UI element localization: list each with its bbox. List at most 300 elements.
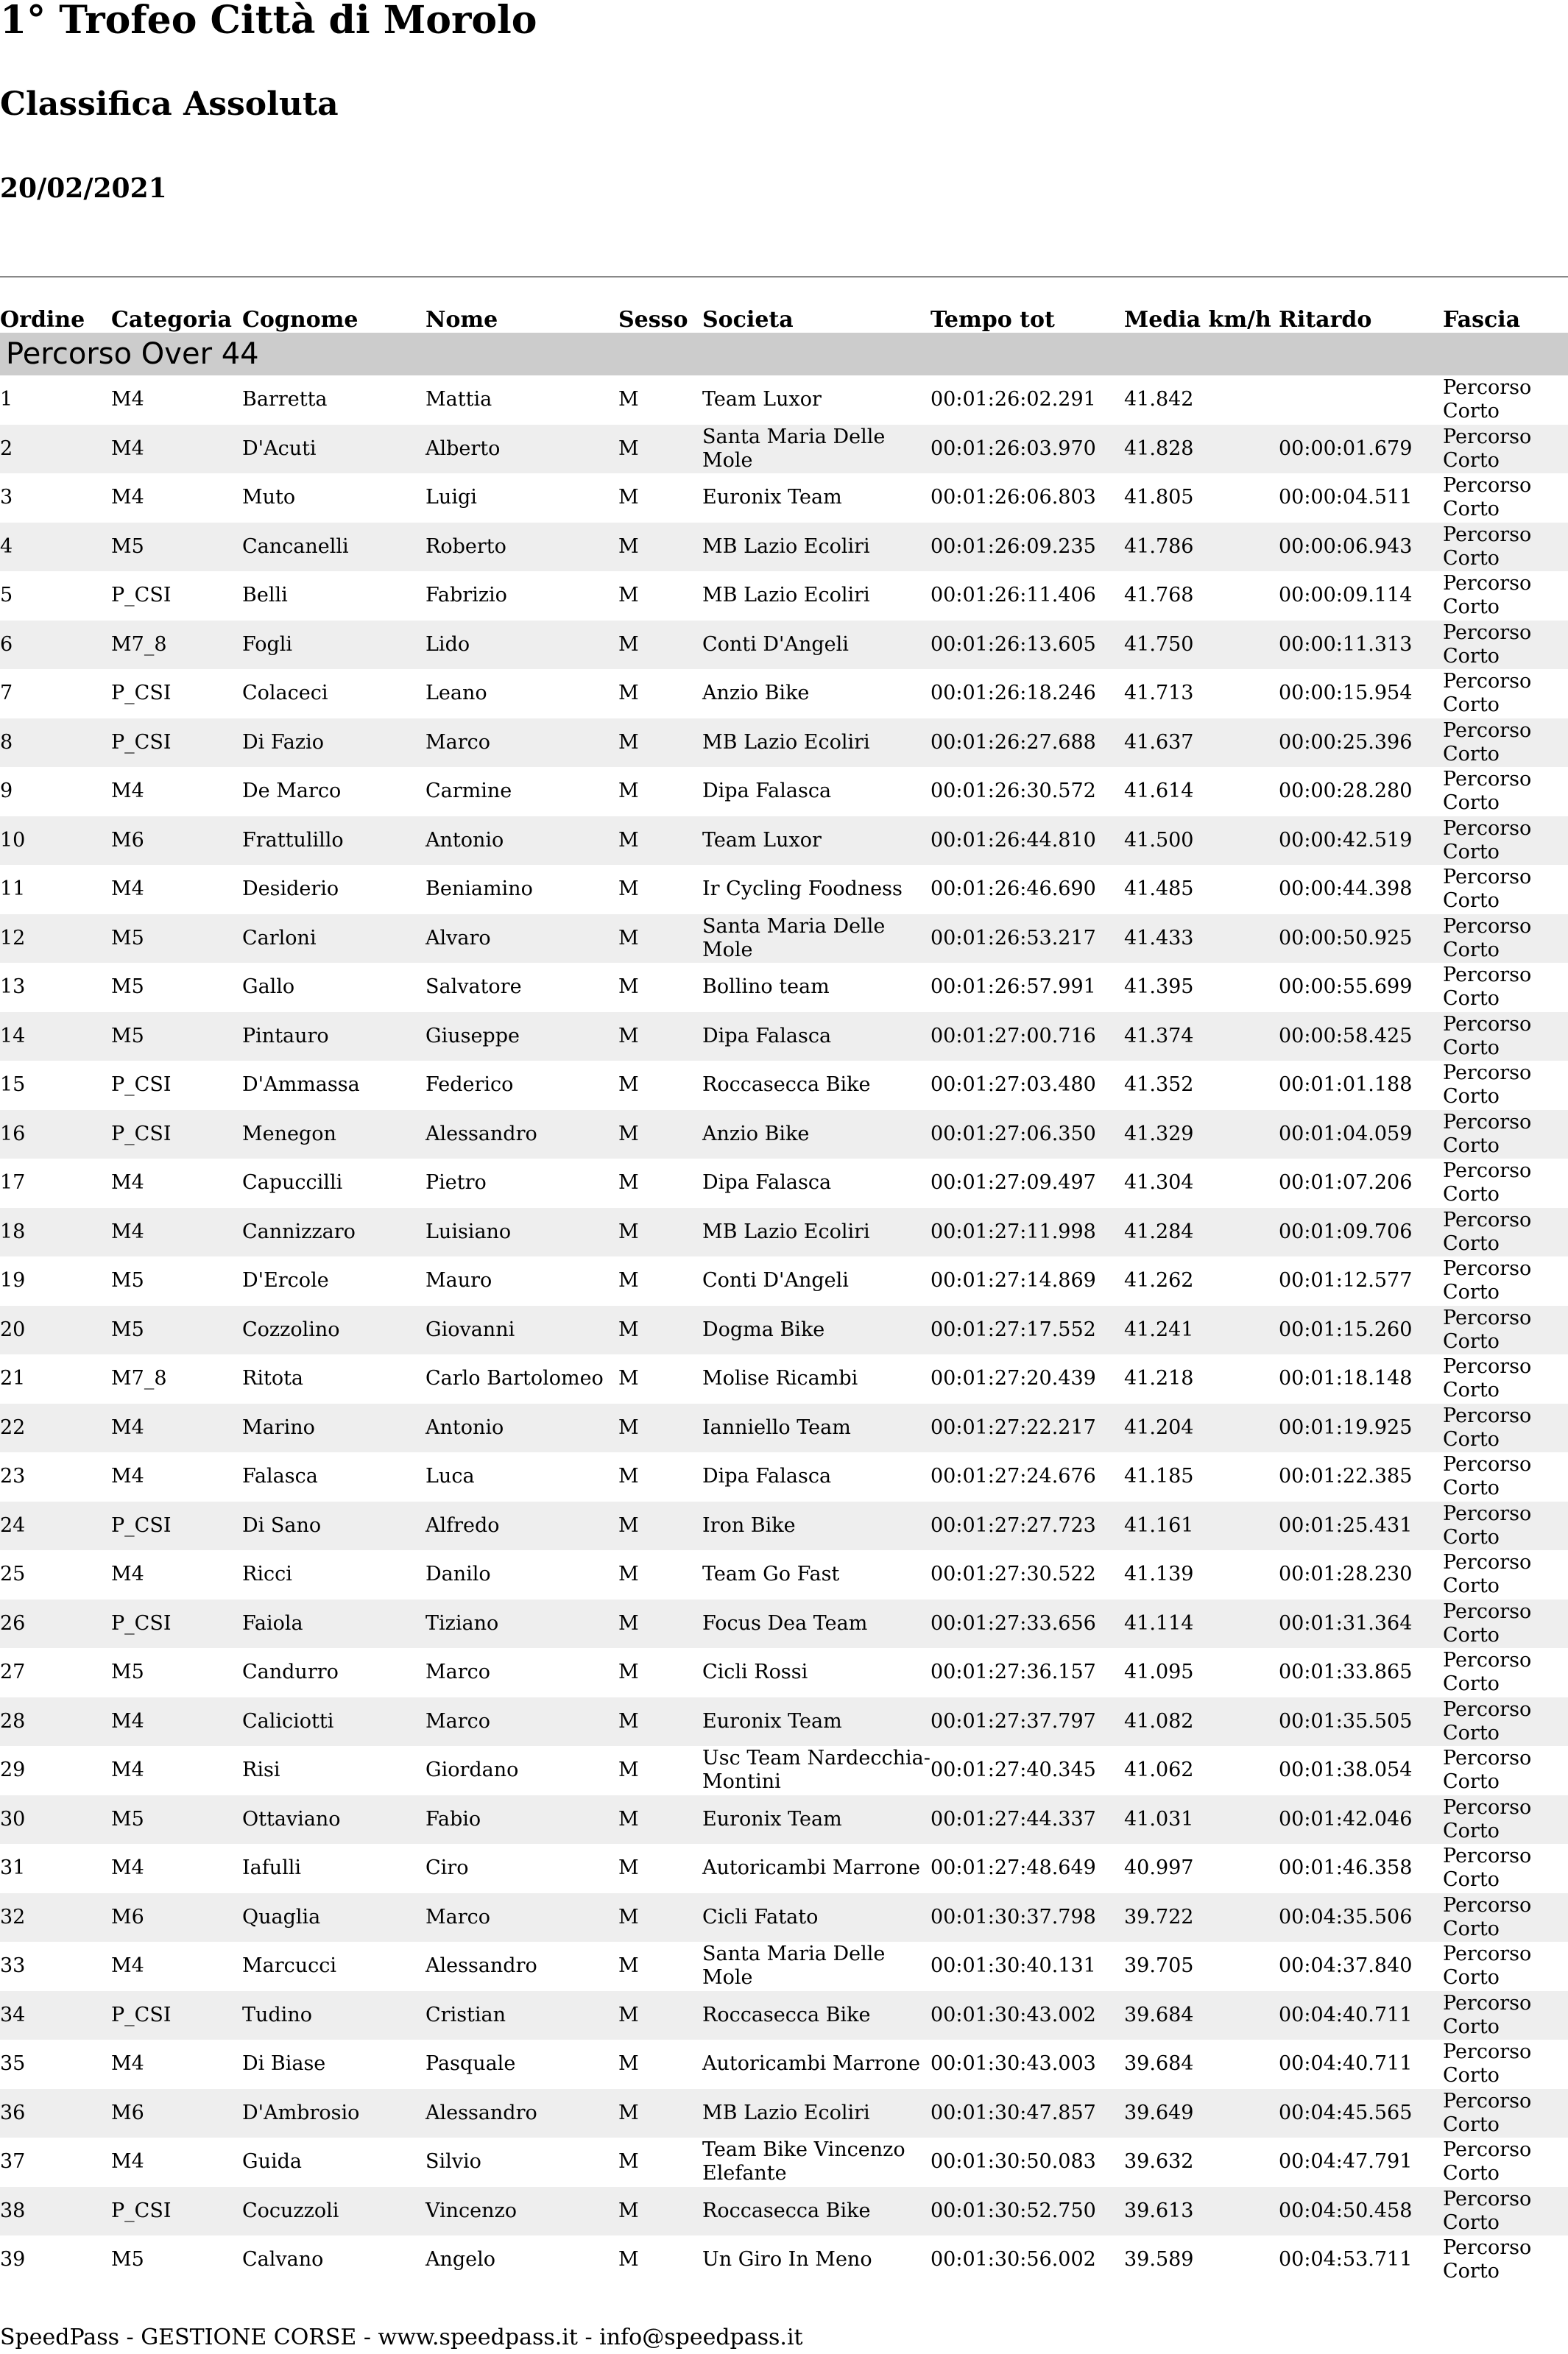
cell-ordine: 7 (0, 669, 111, 718)
cell-cognome: Faiola (242, 1600, 425, 1649)
table-row (0, 2040, 1568, 2089)
cell-media: 41.786 (1124, 523, 1279, 572)
cell-media: 39.649 (1124, 2089, 1279, 2138)
cell-sesso: M (618, 669, 702, 718)
cell-ritardo: 00:04:45.565 (1279, 2089, 1443, 2138)
table-row (0, 1844, 1568, 1893)
cell-tempo-tot: 00:01:26:27.688 (930, 718, 1124, 768)
cell-ordine: 22 (0, 1404, 111, 1453)
cell-ordine: 19 (0, 1256, 111, 1306)
cell-fascia: Percorso Corto (1443, 2089, 1568, 2138)
cell-media: 41.329 (1124, 1110, 1279, 1159)
cell-ritardo: 00:01:42.046 (1279, 1795, 1443, 1845)
cell-tempo-tot: 00:01:26:44.810 (930, 816, 1124, 866)
cell-media: 39.684 (1124, 1991, 1279, 2040)
column-header-nome: Nome (425, 307, 498, 333)
cell-cognome: Risi (242, 1746, 425, 1795)
cell-societa: Dipa Falasca (702, 1159, 930, 1208)
table-row (0, 718, 1568, 768)
cell-sesso: M (618, 2040, 702, 2089)
cell-ordine: 38 (0, 2187, 111, 2236)
cell-fascia: Percorso Corto (1443, 621, 1568, 670)
table-row (0, 816, 1568, 866)
cell-nome: Lido (425, 621, 618, 670)
cell-tempo-tot: 00:01:27:00.716 (930, 1012, 1124, 1061)
cell-sesso: M (618, 1061, 702, 1110)
cell-sesso: M (618, 1746, 702, 1795)
cell-categoria: M4 (111, 375, 242, 425)
cell-media: 41.352 (1124, 1061, 1279, 1110)
cell-ritardo: 00:01:38.054 (1279, 1746, 1443, 1795)
cell-sesso: M (618, 1354, 702, 1404)
cell-tempo-tot: 00:01:27:06.350 (930, 1110, 1124, 1159)
results-body (0, 333, 1568, 2285)
cell-nome: Alfredo (425, 1502, 618, 1551)
cell-fascia: Percorso Corto (1443, 1012, 1568, 1061)
table-row (0, 523, 1568, 572)
cell-ritardo: 00:00:06.943 (1279, 523, 1443, 572)
cell-sesso: M (618, 425, 702, 474)
cell-societa: Bollino team (702, 963, 930, 1012)
cell-categoria: M4 (111, 1159, 242, 1208)
cell-fascia: Percorso Corto (1443, 1452, 1568, 1502)
cell-ordine: 16 (0, 1110, 111, 1159)
cell-societa: MB Lazio Ecoliri (702, 523, 930, 572)
cell-categoria: M4 (111, 473, 242, 523)
cell-tempo-tot: 00:01:26:03.970 (930, 425, 1124, 474)
cell-nome: Giordano (425, 1746, 618, 1795)
cell-societa: Cicli Fatato (702, 1893, 930, 1943)
cell-fascia: Percorso Corto (1443, 1061, 1568, 1110)
cell-ordine: 8 (0, 718, 111, 768)
cell-societa: Dipa Falasca (702, 1452, 930, 1502)
cell-sesso: M (618, 2138, 702, 2187)
table-row (0, 767, 1568, 816)
cell-ordine: 3 (0, 473, 111, 523)
cell-categoria: P_CSI (111, 1600, 242, 1649)
cell-tempo-tot: 00:01:27:14.869 (930, 1256, 1124, 1306)
cell-fascia: Percorso Corto (1443, 1306, 1568, 1355)
cell-ordine: 33 (0, 1942, 111, 1991)
table-row (0, 473, 1568, 523)
cell-nome: Ciro (425, 1844, 618, 1893)
cell-cognome: Ritota (242, 1354, 425, 1404)
cell-sesso: M (618, 1648, 702, 1697)
cell-ritardo: 00:01:33.865 (1279, 1648, 1443, 1697)
cell-nome: Mattia (425, 375, 618, 425)
cell-ordine: 26 (0, 1600, 111, 1649)
cell-fascia: Percorso Corto (1443, 1208, 1568, 1257)
cell-cognome: Carloni (242, 914, 425, 964)
cell-nome: Alessandro (425, 2089, 618, 2138)
cell-categoria: M6 (111, 816, 242, 866)
cell-fascia: Percorso Corto (1443, 1110, 1568, 1159)
cell-media: 41.805 (1124, 473, 1279, 523)
cell-ritardo: 00:04:47.791 (1279, 2138, 1443, 2187)
cell-ritardo: 00:04:37.840 (1279, 1942, 1443, 1991)
cell-ordine: 31 (0, 1844, 111, 1893)
cell-societa: Roccasecca Bike (702, 1061, 930, 1110)
cell-sesso: M (618, 2235, 702, 2285)
cell-fascia: Percorso Corto (1443, 1404, 1568, 1453)
cell-ordine: 9 (0, 767, 111, 816)
cell-ordine: 27 (0, 1648, 111, 1697)
cell-categoria: M5 (111, 523, 242, 572)
cell-ritardo: 00:00:15.954 (1279, 669, 1443, 718)
table-row (0, 1991, 1568, 2040)
cell-categoria: P_CSI (111, 1991, 242, 2040)
cell-ritardo: 00:00:04.511 (1279, 473, 1443, 523)
table-row (0, 865, 1568, 914)
cell-societa: Usc Team Nardecchia-Montini (702, 1746, 930, 1795)
cell-fascia: Percorso Corto (1443, 2138, 1568, 2187)
cell-sesso: M (618, 1600, 702, 1649)
cell-sesso: M (618, 1893, 702, 1943)
table-row (0, 1502, 1568, 1551)
cell-fascia: Percorso Corto (1443, 571, 1568, 621)
cell-ordine: 37 (0, 2138, 111, 2187)
column-header-ordine: Ordine (0, 307, 85, 333)
cell-categoria: M6 (111, 1893, 242, 1943)
cell-categoria: M4 (111, 1844, 242, 1893)
cell-nome: Leano (425, 669, 618, 718)
cell-nome: Marco (425, 718, 618, 768)
cell-cognome: Fogli (242, 621, 425, 670)
cell-ritardo: 00:01:04.059 (1279, 1110, 1443, 1159)
cell-fascia: Percorso Corto (1443, 1942, 1568, 1991)
cell-ritardo: 00:04:35.506 (1279, 1893, 1443, 1943)
footer-text: SpeedPass - GESTIONE CORSE - www.speedpass.it - info@speedpass.it (0, 2325, 803, 2350)
cell-cognome: D'Ammassa (242, 1061, 425, 1110)
cell-cognome: Marino (242, 1404, 425, 1453)
cell-sesso: M (618, 2187, 702, 2236)
column-header-tempo-tot: Tempo tot (930, 307, 1055, 333)
cell-nome: Vincenzo (425, 2187, 618, 2236)
cell-nome: Carmine (425, 767, 618, 816)
cell-fascia: Percorso Corto (1443, 767, 1568, 816)
cell-ritardo: 00:01:46.358 (1279, 1844, 1443, 1893)
cell-sesso: M (618, 1404, 702, 1453)
cell-ordine: 5 (0, 571, 111, 621)
cell-sesso: M (618, 1550, 702, 1600)
cell-nome: Angelo (425, 2235, 618, 2285)
cell-fascia: Percorso Corto (1443, 375, 1568, 425)
table-row (0, 1354, 1568, 1404)
cell-tempo-tot: 00:01:27:17.552 (930, 1306, 1124, 1355)
cell-cognome: Marcucci (242, 1942, 425, 1991)
cell-ordine: 36 (0, 2089, 111, 2138)
cell-tempo-tot: 00:01:27:24.676 (930, 1452, 1124, 1502)
cell-nome: Giovanni (425, 1306, 618, 1355)
cell-categoria: M4 (111, 865, 242, 914)
cell-nome: Pietro (425, 1159, 618, 1208)
cell-tempo-tot: 00:01:27:36.157 (930, 1648, 1124, 1697)
cell-sesso: M (618, 718, 702, 768)
cell-categoria: M7_8 (111, 621, 242, 670)
section-row (0, 333, 1568, 375)
cell-tempo-tot: 00:01:30:40.131 (930, 1942, 1124, 1991)
cell-fascia: Percorso Corto (1443, 1354, 1568, 1404)
cell-cognome: De Marco (242, 767, 425, 816)
cell-nome: Fabio (425, 1795, 618, 1845)
cell-nome: Alessandro (425, 1110, 618, 1159)
cell-tempo-tot: 00:01:27:27.723 (930, 1502, 1124, 1551)
cell-ritardo: 00:01:19.925 (1279, 1404, 1443, 1453)
cell-categoria: P_CSI (111, 1110, 242, 1159)
cell-cognome: Capuccilli (242, 1159, 425, 1208)
cell-cognome: Menegon (242, 1110, 425, 1159)
cell-societa: Anzio Bike (702, 669, 930, 718)
cell-fascia: Percorso Corto (1443, 1795, 1568, 1845)
cell-sesso: M (618, 2089, 702, 2138)
cell-media: 41.374 (1124, 1012, 1279, 1061)
cell-nome: Alberto (425, 425, 618, 474)
cell-media: 41.241 (1124, 1306, 1279, 1355)
table-row (0, 914, 1568, 964)
cell-fascia: Percorso Corto (1443, 914, 1568, 964)
table-row (0, 1061, 1568, 1110)
cell-tempo-tot: 00:01:26:06.803 (930, 473, 1124, 523)
cell-societa: Dipa Falasca (702, 767, 930, 816)
cell-sesso: M (618, 914, 702, 964)
cell-ordine: 1 (0, 375, 111, 425)
cell-fascia: Percorso Corto (1443, 1550, 1568, 1600)
table-row (0, 1600, 1568, 1649)
cell-ritardo: 00:00:42.519 (1279, 816, 1443, 866)
cell-sesso: M (618, 473, 702, 523)
cell-categoria: P_CSI (111, 2187, 242, 2236)
cell-media: 41.485 (1124, 865, 1279, 914)
cell-media: 41.750 (1124, 621, 1279, 670)
cell-societa: Roccasecca Bike (702, 1991, 930, 2040)
cell-cognome: Desiderio (242, 865, 425, 914)
cell-sesso: M (618, 1256, 702, 1306)
cell-nome: Federico (425, 1061, 618, 1110)
cell-tempo-tot: 00:01:26:11.406 (930, 571, 1124, 621)
cell-fascia: Percorso Corto (1443, 865, 1568, 914)
cell-sesso: M (618, 523, 702, 572)
table-row (0, 571, 1568, 621)
cell-ordine: 32 (0, 1893, 111, 1943)
cell-societa: Conti D'Angeli (702, 1256, 930, 1306)
cell-ordine: 39 (0, 2235, 111, 2285)
cell-cognome: Falasca (242, 1452, 425, 1502)
cell-media: 41.204 (1124, 1404, 1279, 1453)
table-row (0, 1404, 1568, 1453)
cell-sesso: M (618, 767, 702, 816)
cell-societa: Dipa Falasca (702, 1012, 930, 1061)
cell-ritardo: 00:00:44.398 (1279, 865, 1443, 914)
cell-fascia: Percorso Corto (1443, 1746, 1568, 1795)
cell-sesso: M (618, 1942, 702, 1991)
cell-cognome: Cozzolino (242, 1306, 425, 1355)
cell-nome: Pasquale (425, 2040, 618, 2089)
cell-media: 41.637 (1124, 718, 1279, 768)
table-row (0, 1893, 1568, 1943)
cell-nome: Luigi (425, 473, 618, 523)
cell-nome: Beniamino (425, 865, 618, 914)
cell-nome: Roberto (425, 523, 618, 572)
cell-media: 40.997 (1124, 1844, 1279, 1893)
cell-ritardo: 00:00:50.925 (1279, 914, 1443, 964)
cell-ordine: 17 (0, 1159, 111, 1208)
cell-tempo-tot: 00:01:26:18.246 (930, 669, 1124, 718)
column-header-media: Media km/h (1124, 307, 1271, 333)
cell-media: 39.705 (1124, 1942, 1279, 1991)
cell-ritardo: 00:01:15.260 (1279, 1306, 1443, 1355)
cell-ritardo: 00:00:25.396 (1279, 718, 1443, 768)
cell-sesso: M (618, 1110, 702, 1159)
cell-ritardo: 00:00:28.280 (1279, 767, 1443, 816)
cell-tempo-tot: 00:01:30:37.798 (930, 1893, 1124, 1943)
cell-categoria: M5 (111, 2235, 242, 2285)
cell-cognome: Cocuzzoli (242, 2187, 425, 2236)
cell-tempo-tot: 00:01:26:46.690 (930, 865, 1124, 914)
cell-sesso: M (618, 816, 702, 866)
cell-nome: Salvatore (425, 963, 618, 1012)
cell-societa: Euronix Team (702, 1795, 930, 1845)
cell-cognome: Caliciotti (242, 1697, 425, 1747)
cell-categoria: M5 (111, 1648, 242, 1697)
cell-societa: Ianniello Team (702, 1404, 930, 1453)
cell-fascia: Percorso Corto (1443, 1844, 1568, 1893)
cell-nome: Tiziano (425, 1600, 618, 1649)
table-row (0, 1159, 1568, 1208)
cell-cognome: Calvano (242, 2235, 425, 2285)
cell-media: 41.713 (1124, 669, 1279, 718)
cell-nome: Marco (425, 1648, 618, 1697)
cell-sesso: M (618, 1012, 702, 1061)
cell-media: 41.262 (1124, 1256, 1279, 1306)
cell-categoria: M5 (111, 1795, 242, 1845)
cell-tempo-tot: 00:01:27:22.217 (930, 1404, 1124, 1453)
cell-ordine: 2 (0, 425, 111, 474)
cell-tempo-tot: 00:01:27:11.998 (930, 1208, 1124, 1257)
cell-media: 41.082 (1124, 1697, 1279, 1747)
cell-ordine: 30 (0, 1795, 111, 1845)
cell-ordine: 10 (0, 816, 111, 866)
cell-categoria: P_CSI (111, 1502, 242, 1551)
cell-ritardo: 00:00:09.114 (1279, 571, 1443, 621)
cell-media: 41.284 (1124, 1208, 1279, 1257)
table-row (0, 2138, 1568, 2187)
cell-societa: Conti D'Angeli (702, 621, 930, 670)
table-row (0, 1942, 1568, 1991)
cell-cognome: Ottaviano (242, 1795, 425, 1845)
cell-ritardo: 00:04:50.458 (1279, 2187, 1443, 2236)
cell-cognome: Colaceci (242, 669, 425, 718)
cell-categoria: P_CSI (111, 669, 242, 718)
cell-ritardo: 00:01:12.577 (1279, 1256, 1443, 1306)
table-row (0, 425, 1568, 474)
table-row (0, 963, 1568, 1012)
cell-cognome: Di Fazio (242, 718, 425, 768)
cell-sesso: M (618, 1452, 702, 1502)
cell-ritardo: 00:01:07.206 (1279, 1159, 1443, 1208)
cell-ritardo: 00:00:11.313 (1279, 621, 1443, 670)
cell-media: 41.218 (1124, 1354, 1279, 1404)
cell-cognome: D'Acuti (242, 425, 425, 474)
cell-media: 41.031 (1124, 1795, 1279, 1845)
cell-media: 41.614 (1124, 767, 1279, 816)
cell-societa: Team Luxor (702, 375, 930, 425)
cell-cognome: Di Sano (242, 1502, 425, 1551)
cell-ordine: 24 (0, 1502, 111, 1551)
cell-tempo-tot: 00:01:30:52.750 (930, 2187, 1124, 2236)
cell-fascia: Percorso Corto (1443, 718, 1568, 768)
column-header-societa: Societa (702, 307, 794, 333)
cell-sesso: M (618, 865, 702, 914)
table-row (0, 1648, 1568, 1697)
table-row (0, 1256, 1568, 1306)
cell-sesso: M (618, 1502, 702, 1551)
cell-ritardo: 00:01:22.385 (1279, 1452, 1443, 1502)
cell-nome: Marco (425, 1697, 618, 1747)
cell-sesso: M (618, 1306, 702, 1355)
table-row (0, 1697, 1568, 1747)
cell-societa: Team Luxor (702, 816, 930, 866)
cell-ordine: 6 (0, 621, 111, 670)
cell-fascia: Percorso Corto (1443, 523, 1568, 572)
cell-media: 41.842 (1124, 375, 1279, 425)
cell-ordine: 35 (0, 2040, 111, 2089)
table-row (0, 1306, 1568, 1355)
cell-ordine: 12 (0, 914, 111, 964)
cell-tempo-tot: 00:01:27:33.656 (930, 1600, 1124, 1649)
cell-ritardo: 00:01:31.364 (1279, 1600, 1443, 1649)
table-row (0, 2235, 1568, 2285)
column-header-ritardo: Ritardo (1279, 307, 1372, 333)
cell-societa: Cicli Rossi (702, 1648, 930, 1697)
cell-cognome: Cannizzaro (242, 1208, 425, 1257)
cell-sesso: M (618, 1844, 702, 1893)
cell-ordine: 18 (0, 1208, 111, 1257)
cell-ritardo: 00:01:25.431 (1279, 1502, 1443, 1551)
cell-societa: Euronix Team (702, 1697, 930, 1747)
cell-tempo-tot: 00:01:27:48.649 (930, 1844, 1124, 1893)
cell-societa: Team Go Fast (702, 1550, 930, 1600)
cell-nome: Luca (425, 1452, 618, 1502)
cell-cognome: Cancanelli (242, 523, 425, 572)
column-header-cognome: Cognome (242, 307, 359, 333)
cell-sesso: M (618, 1159, 702, 1208)
cell-media: 41.433 (1124, 914, 1279, 964)
cell-nome: Giuseppe (425, 1012, 618, 1061)
cell-fascia: Percorso Corto (1443, 473, 1568, 523)
cell-tempo-tot: 00:01:26:53.217 (930, 914, 1124, 964)
cell-ordine: 20 (0, 1306, 111, 1355)
cell-cognome: Frattulillo (242, 816, 425, 866)
cell-ritardo: 00:01:28.230 (1279, 1550, 1443, 1600)
table-row (0, 1746, 1568, 1795)
cell-ordine: 11 (0, 865, 111, 914)
cell-categoria: P_CSI (111, 571, 242, 621)
cell-fascia: Percorso Corto (1443, 1648, 1568, 1697)
cell-media: 41.768 (1124, 571, 1279, 621)
cell-sesso: M (618, 1795, 702, 1845)
cell-categoria: M4 (111, 425, 242, 474)
cell-categoria: M5 (111, 1012, 242, 1061)
cell-sesso: M (618, 571, 702, 621)
cell-tempo-tot: 00:01:26:02.291 (930, 375, 1124, 425)
cell-nome: Fabrizio (425, 571, 618, 621)
cell-media: 41.304 (1124, 1159, 1279, 1208)
cell-ritardo: 00:04:40.711 (1279, 2040, 1443, 2089)
cell-cognome: Tudino (242, 1991, 425, 2040)
cell-fascia: Percorso Corto (1443, 2235, 1568, 2285)
table-header-row (0, 299, 1568, 333)
cell-cognome: Gallo (242, 963, 425, 1012)
